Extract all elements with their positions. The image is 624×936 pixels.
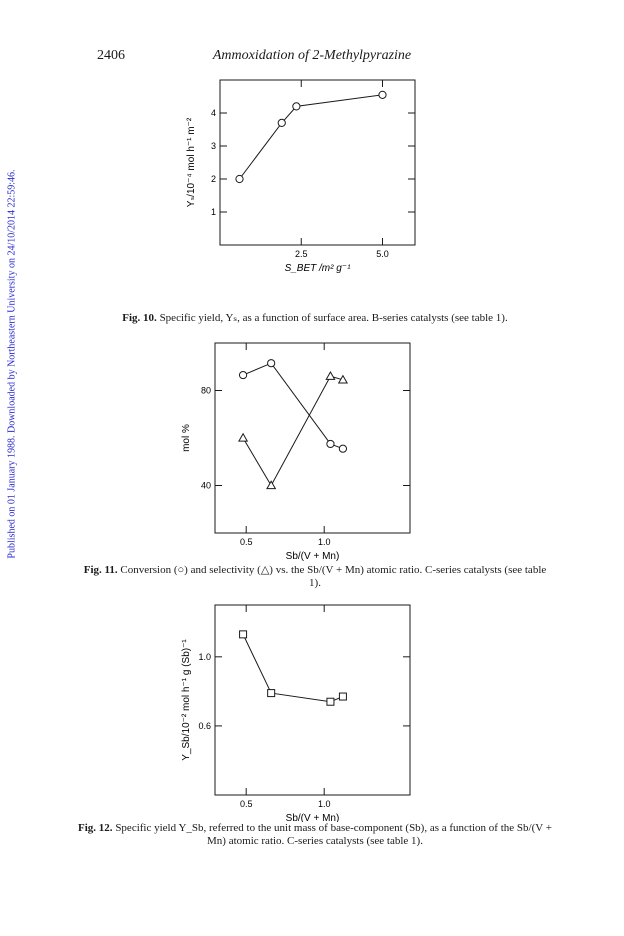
data-point-square: [327, 698, 334, 705]
side-note-text: Published on 01 January 1988. Downloaded by Northeastern University on 24/10/2014 22:59:46.: [6, 169, 18, 559]
x-axis-label: Sb/(V + Mn): [285, 551, 340, 562]
running-title: Ammoxidation of 2-Methylpyrazine: [212, 48, 412, 63]
data-point-circle: [379, 91, 386, 98]
data-point-triangle: [267, 481, 275, 488]
series-line-0: [243, 634, 343, 701]
figure-11-caption: [80, 564, 550, 590]
x-tick-label: 0.5: [239, 799, 253, 809]
x-tick-label: 1.0: [317, 537, 331, 547]
figure-12-caption-label: Fig. 12.: [78, 822, 113, 834]
figure-12-chart: [170, 597, 430, 822]
data-point-circle: [278, 119, 285, 126]
data-point-circle: [268, 360, 275, 367]
x-tick-label: 5.0: [376, 249, 389, 259]
y-tick-label: 3: [210, 141, 216, 151]
y-tick-label: 40: [200, 480, 211, 491]
figure-10-caption-label: Fig. 10.: [122, 312, 157, 324]
y-tick-label: 80: [200, 385, 211, 396]
figure-12-caption-text: Specific yield Y_Sb, referred to the unit mass of base-component (Sb), as a function of the Sb/(V + Mn) atomic ratio. C-series catalysts (see table 1).: [115, 822, 552, 847]
data-point-circle: [239, 371, 246, 378]
data-point-circle: [293, 103, 300, 110]
figure-11-caption-text: Conversion (○) and selectivity (△) vs. the Sb/(V + Mn) atomic ratio. C-series catalysts (see table 1).: [120, 564, 547, 589]
data-point-triangle: [239, 434, 247, 441]
x-tick-label: 2.5: [294, 249, 308, 259]
figure-10-chart: [170, 70, 430, 310]
figure-11-caption-label: Fig. 11.: [83, 564, 118, 576]
page-number: 2406: [97, 48, 125, 63]
y-tick-label: 1.0: [198, 651, 211, 662]
y-tick-label: 4: [210, 108, 216, 118]
y-axis-label: mol %: [181, 424, 192, 452]
data-point-square: [268, 690, 275, 697]
x-axis-label: S_BET /m² g⁻¹: [284, 263, 351, 274]
figure-11-chart: [170, 335, 430, 565]
x-tick-label: 1.0: [317, 799, 331, 809]
data-point-circle: [339, 445, 346, 452]
y-axis-label: Y_Sb/10⁻² mol h⁻¹ g (Sb)⁻¹: [181, 639, 192, 761]
series-line-0: [240, 95, 383, 179]
y-axis-label: Yₛ/10⁻⁴ mol h⁻¹ m⁻²: [186, 117, 197, 208]
figure-12-caption: [75, 822, 555, 848]
data-point-square: [240, 631, 247, 638]
plot-frame: [220, 80, 415, 245]
x-axis-label: Sb/(V + Mn): [285, 813, 340, 822]
figure-10-caption: [80, 312, 550, 325]
data-point-triangle: [326, 372, 334, 379]
data-point-square: [339, 693, 346, 700]
y-tick-label: 0.6: [198, 720, 211, 731]
data-point-circle: [236, 175, 243, 182]
figure-10-caption-text: Specific yield, Yₛ, as a function of surface area. B-series catalysts (see table 1).: [159, 312, 508, 324]
side-note: [0, 0, 24, 936]
y-tick-label: 2: [210, 174, 216, 184]
y-tick-label: 1: [210, 207, 216, 217]
data-point-circle: [327, 440, 334, 447]
x-tick-label: 0.5: [239, 537, 253, 547]
